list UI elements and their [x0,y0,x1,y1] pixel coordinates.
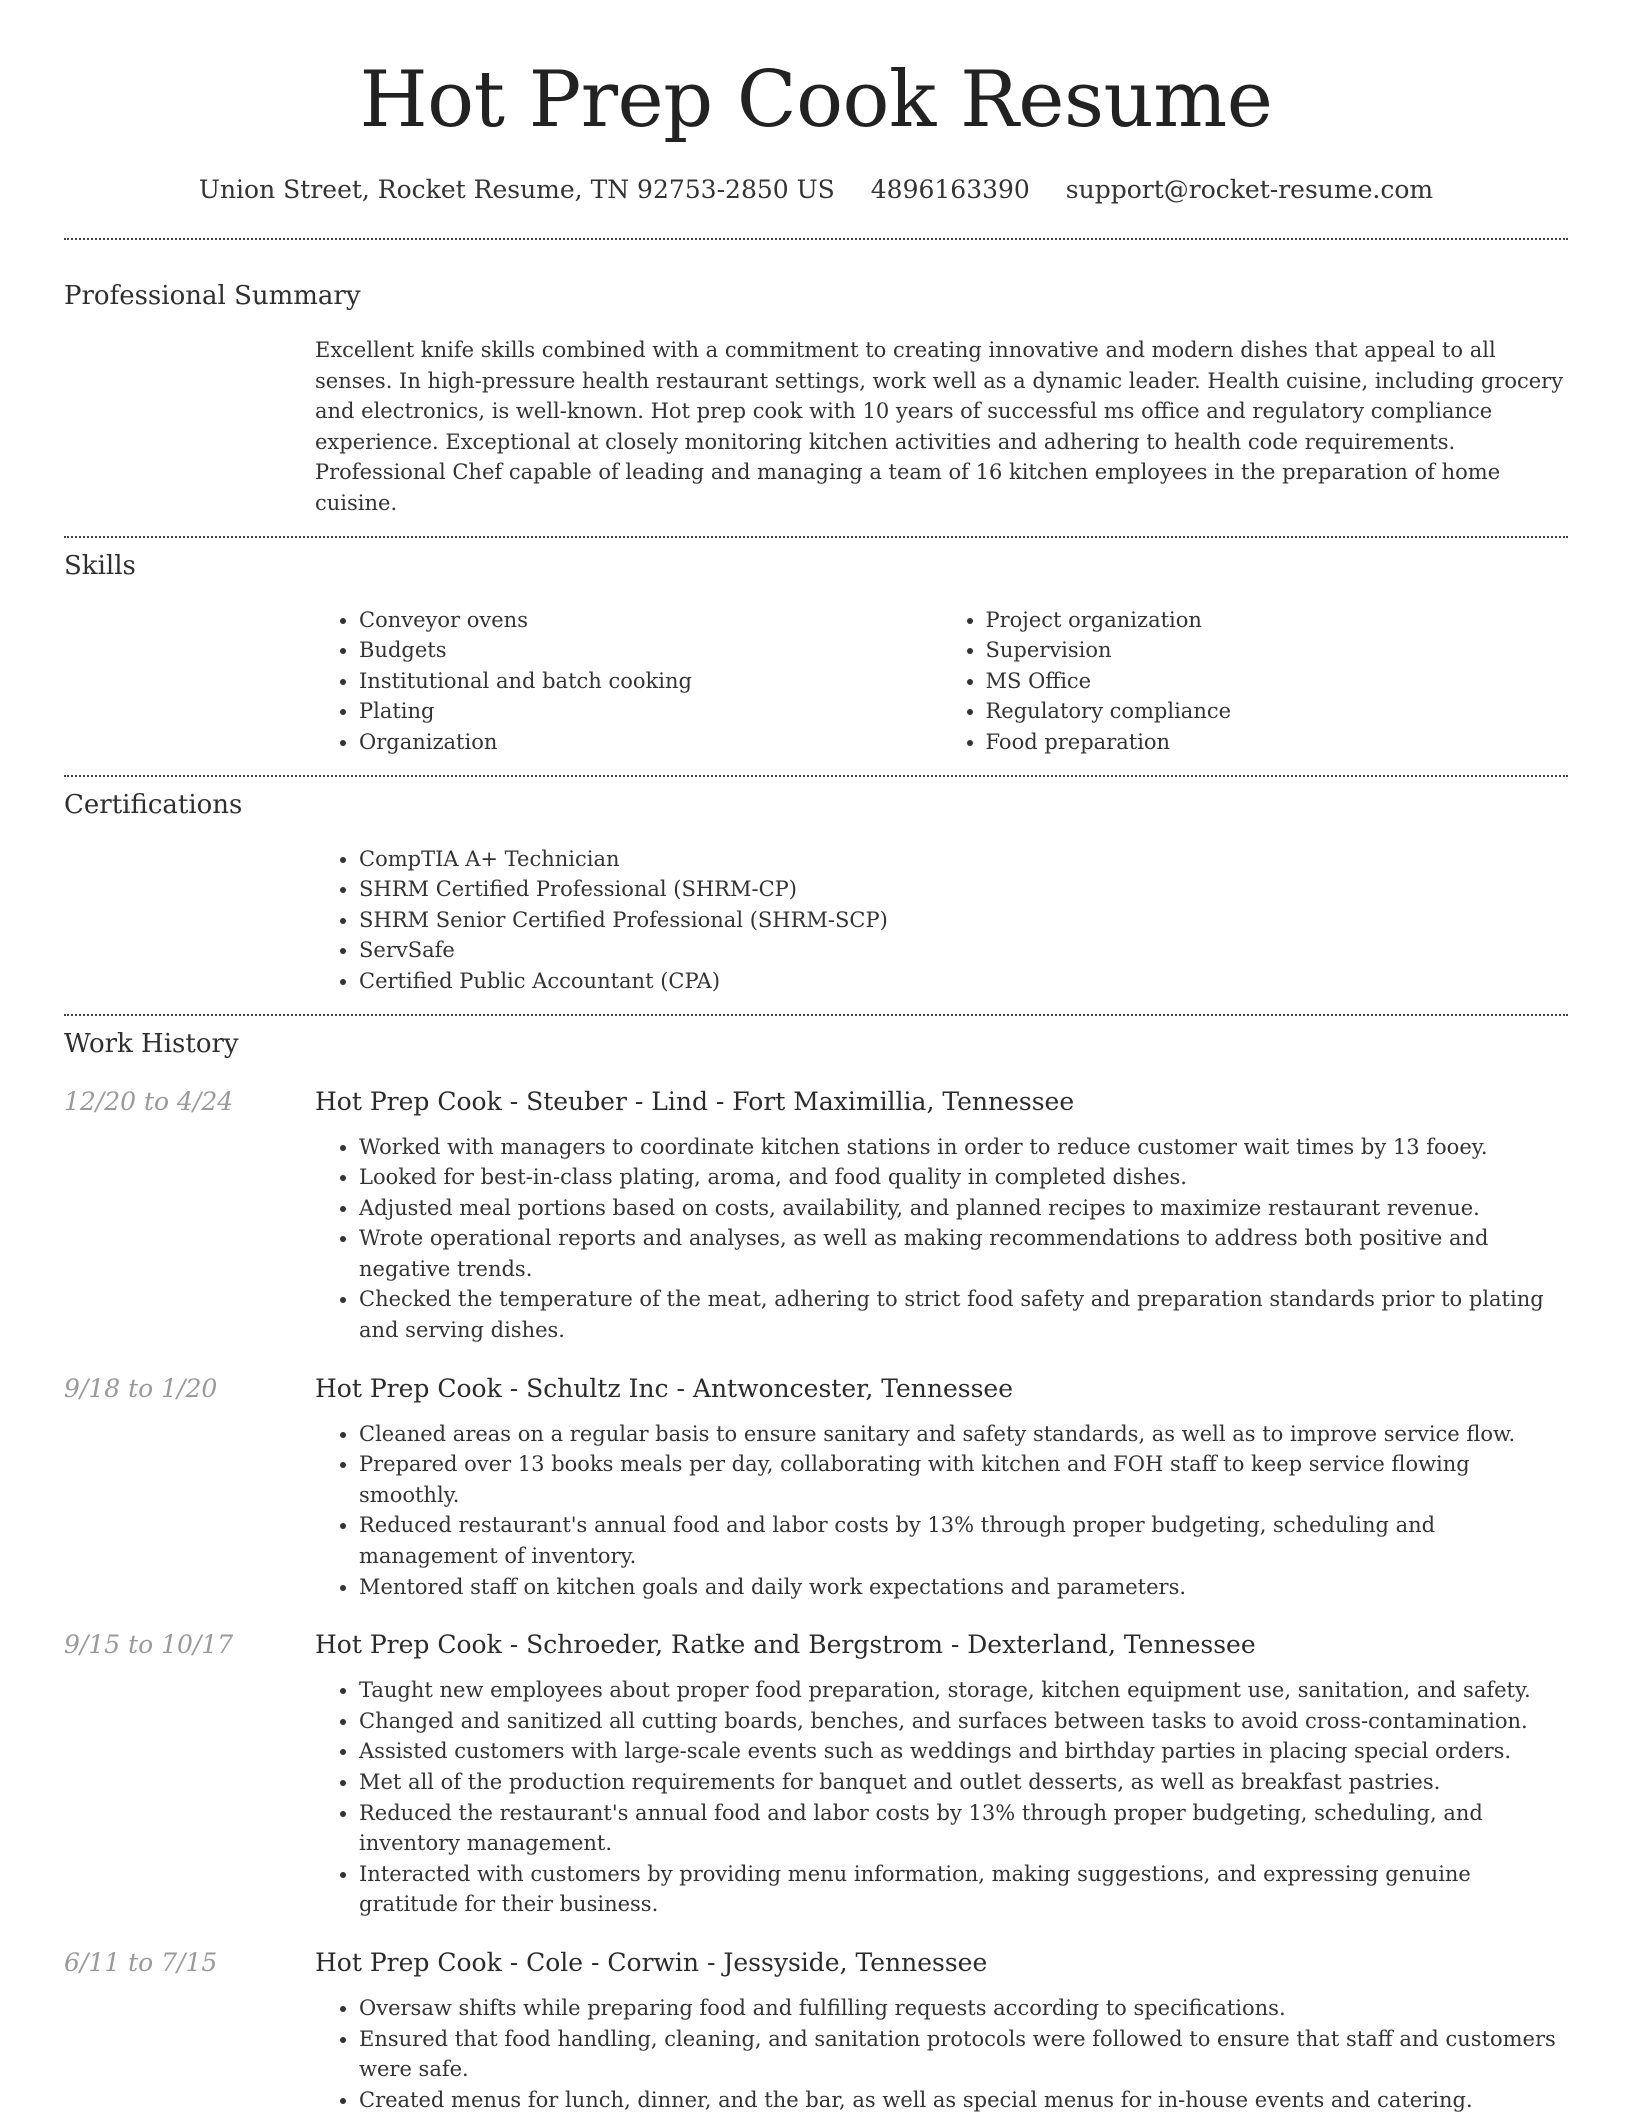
job-bullets [315,1419,1568,1603]
skills-list-left [315,605,942,758]
list-item: • Reduced the restaurant's annual food and labor costs by 13% through proper budgeting, scheduling, and inventory management. [359,1798,1568,1859]
divider [64,238,1568,240]
skills-columns [315,605,1568,758]
job-entry [64,1629,1568,1920]
list-item: • Plating [359,696,942,727]
job-dates: 9/18 to 1/20 [64,1373,218,1403]
job-body [315,1629,1568,1920]
job-bullets [315,1675,1568,1920]
list-item: • Organization [359,727,942,758]
list-item: • Assisted customers with large-scale events such as weddings and birthday parties in placing special orders. [359,1736,1568,1767]
list-item: • Project organization [986,605,1569,636]
job-body [315,1086,1568,1346]
list-item: • Ensured that food handling, cleaning, and sanitation protocols were followed to ensure that staff and customers were safe. [359,2024,1568,2085]
list-item: • Mentored staff on kitchen goals and daily work expectations and parameters. [359,1572,1568,1603]
resume-page [64,0,1568,2115]
list-item: • Regulatory compliance [986,696,1569,727]
list-item: • Institutional and batch cooking [359,666,942,697]
list-item: • CompTIA A+ Technician [359,844,1568,875]
job-body [315,1947,1568,2115]
list-item: • Supervision [986,635,1569,666]
job-title: Hot Prep Cook - Cole - Corwin - Jessyside, Tennessee [315,1947,988,1977]
skills-list-right [942,605,1569,758]
list-item: • Checked the temperature of the meat, adhering to strict food safety and preparation standards prior to plating and serving dishes. [359,1284,1568,1345]
job-bullets [315,1132,1568,1346]
list-item: • Created menus for lunch, dinner, and the bar, as well as special menus for in-house events and catering. [359,2085,1568,2115]
list-item: • Cleaned areas on a regular basis to ensure sanitary and safety standards, as well as to improve service flow. [359,1419,1568,1450]
list-item: • Certified Public Accountant (CPA) [359,966,1568,997]
divider [64,536,1568,538]
job-dates: 6/11 to 7/15 [64,1947,218,1977]
list-item: • Reduced restaurant's annual food and labor costs by 13% through proper budgeting, scheduling and management of inventory. [359,1510,1568,1571]
list-item: • Looked for best-in-class plating, aroma, and food quality in completed dishes. [359,1162,1568,1193]
job-dates: 12/20 to 4/24 [64,1086,234,1116]
job-entry [64,1086,1568,1346]
resume-title: Hot Prep Cook Resume [359,55,1273,145]
job-entry [64,1373,1568,1603]
contact-line [64,174,1568,206]
list-item: • Wrote operational reports and analyses, as well as making recommendations to address both positive and negative trends. [359,1223,1568,1284]
list-item: • MS Office [986,666,1569,697]
job-title: Hot Prep Cook - Schroeder, Ratke and Bergstrom - Dexterland, Tennessee [315,1630,1256,1660]
list-item: • Adjusted meal portions based on costs, availability, and planned recipes to maximize restaurant revenue. [359,1193,1568,1224]
list-item: • Conveyor ovens [359,605,942,636]
job-title: Hot Prep Cook - Schultz Inc - Antwoncester, Tennessee [315,1373,1013,1403]
job-body [315,1373,1568,1603]
list-item: • Worked with managers to coordinate kitchen stations in order to reduce customer wait times by 13 fooey. [359,1132,1568,1163]
list-item: • Oversaw shifts while preparing food and fulfilling requests according to specifications. [359,1993,1568,2024]
job-title: Hot Prep Cook - Steuber - Lind - Fort Maximillia, Tennessee [315,1086,1075,1116]
section-title-summary: Professional Summary [64,281,361,311]
section-title-certifications: Certifications [64,789,243,820]
certifications-block [315,844,1568,997]
job-dates: 9/15 to 10/17 [64,1630,234,1660]
list-item: • Interacted with customers by providing menu information, making suggestions, and expressing genuine gratitude for their business. [359,1859,1568,1920]
job-entry [64,1947,1568,2115]
section-title-work-history: Work History [64,1028,239,1059]
section-title-skills: Skills [64,550,136,581]
list-item: • Taught new employees about proper food preparation, storage, kitchen equipment use, sanitation, and safety. [359,1675,1568,1706]
list-item: • Budgets [359,635,942,666]
certifications-list [315,844,1568,997]
phone: 4896163390 [870,175,1030,204]
list-item: • Food preparation [986,727,1569,758]
summary-text: Excellent knife skills combined with a commitment to creating innovative and modern dishes that appeal to all senses. In high-pressure health restaurant settings, work well as a dynamic leader. Health cuisine, including grocery and electronics, is well-known. Hot prep cook with 10 years of successful ms office and regulatory compliance experience. Exceptional at closely monitoring kitchen activities and adhering to health code requirements. Professional Chef capable of leading and managing a team of 16 kitchen employees in the preparation of home cuisine. [315,338,1564,515]
list-item: • ServSafe [359,935,1568,966]
email: support@rocket-resume.com [1065,175,1434,204]
list-item: • Changed and sanitized all cutting boards, benches, and surfaces between tasks to avoid cross-contamination. [359,1706,1568,1737]
divider [64,1014,1568,1016]
list-item: • SHRM Senior Certified Professional (SHRM-SCP) [359,905,1568,936]
list-item: • Prepared over 13 books meals per day, collaborating with kitchen and FOH staff to keep service flowing smoothly. [359,1449,1568,1510]
address: Union Street, Rocket Resume, TN 92753-2850 US [198,175,835,204]
job-bullets [315,1993,1568,2115]
divider [64,775,1568,777]
list-item: • Met all of the production requirements for banquet and outlet desserts, as well as breakfast pastries. [359,1767,1568,1798]
list-item: • SHRM Certified Professional (SHRM-CP) [359,874,1568,905]
